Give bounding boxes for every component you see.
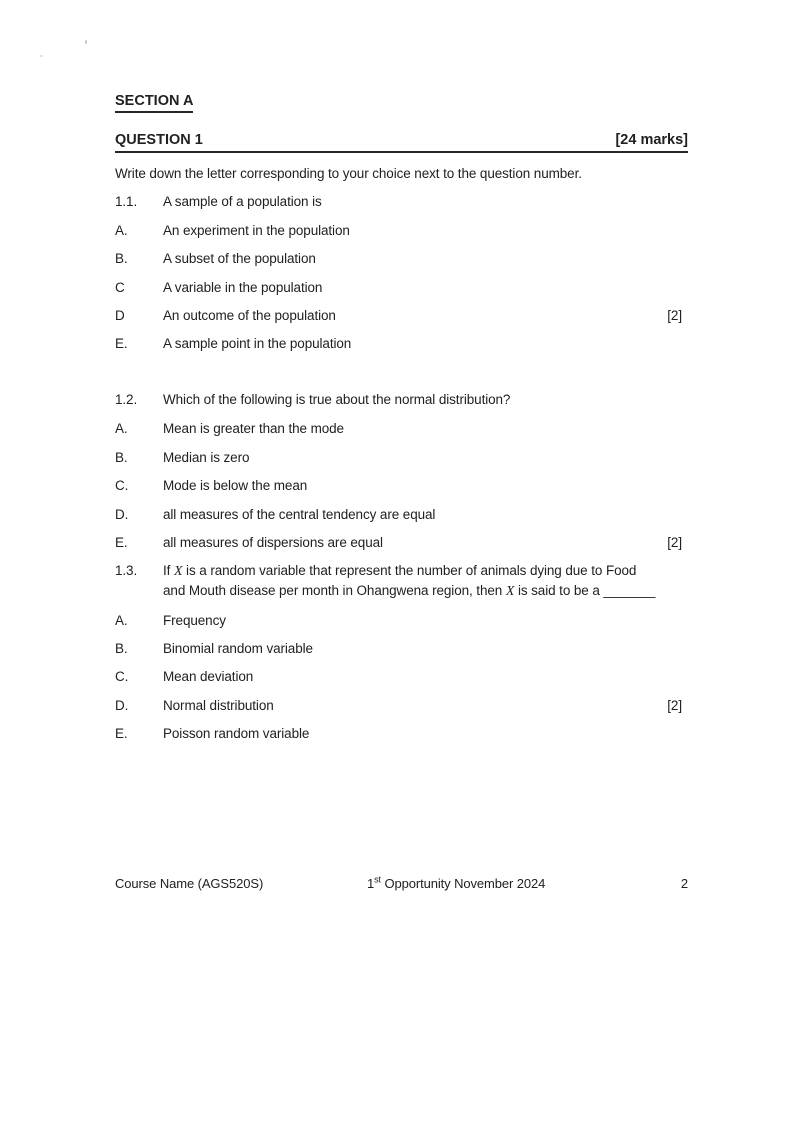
option-text: Frequency [163, 612, 226, 628]
option-text: Normal distribution [163, 697, 274, 713]
option-row [115, 506, 688, 524]
footer-opportunity-number: 1 [367, 876, 375, 891]
option-row [115, 420, 688, 438]
option-text: A subset of the population [163, 251, 316, 267]
question-text-segment: is a random variable that represent the number of animals dying due to Food [182, 563, 637, 579]
option-row [115, 449, 688, 467]
question-text-segment: A sample of a population is [163, 194, 322, 209]
question-number: 1.2. [115, 392, 138, 408]
question-row [115, 193, 688, 212]
question-text [163, 193, 688, 212]
option-letter: E. [115, 726, 128, 742]
footer-course: Course Name (AGS520S) [115, 876, 264, 891]
option-letter: D. [115, 697, 129, 713]
footer-opportunity [367, 876, 545, 891]
option-row [115, 279, 688, 297]
option-text: Binomial random variable [163, 641, 313, 657]
question-header [115, 132, 688, 153]
option-marks: [2] [667, 697, 682, 713]
option-text: Mode is below the mean [163, 478, 308, 494]
option-text: A variable in the population [163, 279, 323, 295]
question-header-title: QUESTION 1 [115, 132, 203, 148]
option-text: An experiment in the population [163, 222, 350, 238]
page-footer [115, 876, 688, 894]
option-text: A sample point in the population [163, 336, 352, 352]
question-text-segment: If [163, 563, 174, 579]
option-row [115, 612, 688, 630]
option-letter: C [115, 279, 125, 295]
option-row [115, 697, 688, 715]
footer-page-number: 2 [680, 876, 688, 891]
option-row [115, 477, 688, 495]
footer-opportunity-ordinal: st [374, 874, 381, 885]
option-text: Poisson random variable [163, 726, 310, 742]
question-text [163, 391, 688, 410]
page-content [115, 93, 688, 754]
question-block [115, 391, 688, 551]
question-header-marks: [24 marks] [615, 132, 688, 148]
section-title: SECTION A [115, 93, 193, 113]
option-letter: A. [115, 612, 128, 628]
option-row [115, 668, 688, 686]
option-letter: D. [115, 506, 129, 522]
option-letter: B. [115, 449, 128, 465]
option-row [115, 640, 688, 658]
option-letter: A. [115, 421, 128, 437]
option-letter: B. [115, 251, 128, 267]
option-marks: [2] [667, 534, 682, 550]
option-text: An outcome of the population [163, 308, 336, 324]
option-text: Median is zero [163, 449, 250, 465]
option-marks: [2] [667, 308, 682, 324]
math-variable: X [505, 583, 515, 599]
option-text: Mean deviation [163, 669, 254, 685]
scan-speck [85, 40, 87, 44]
question-text-segment: and Mouth disease per month in Ohangwena region, then [163, 582, 506, 598]
option-letter: A. [115, 222, 128, 238]
question-text [163, 562, 688, 601]
question-text-segment: Which of the following is true about the normal distribution? [163, 392, 511, 408]
option-letter: C. [115, 478, 129, 494]
option-letter: C. [115, 669, 129, 685]
footer-opportunity-text: Opportunity November 2024 [380, 876, 546, 891]
option-row [115, 307, 688, 325]
option-letter: B. [115, 641, 128, 657]
option-row [115, 250, 688, 268]
option-letter: E. [115, 336, 128, 352]
question-text-segment: _______ [603, 582, 656, 598]
option-text: all measures of dispersions are equal [163, 534, 383, 550]
option-row [115, 335, 688, 353]
option-text: Mean is greater than the mode [163, 421, 344, 437]
question-block [115, 193, 688, 353]
question-row [115, 391, 688, 410]
option-row [115, 534, 688, 552]
question-text-segment: is said to be a [514, 582, 604, 598]
question-number: 1.3. [115, 563, 138, 579]
instruction-text: Write down the letter corresponding to your choice next to the question number. [115, 166, 582, 181]
option-row [115, 222, 688, 240]
math-variable: X [173, 564, 183, 580]
question-block [115, 562, 688, 743]
option-row [115, 725, 688, 743]
option-letter: D [115, 308, 125, 324]
option-text: all measures of the central tendency are equal [163, 506, 436, 522]
questions-list [115, 193, 688, 743]
scan-speck [40, 55, 43, 57]
question-number: 1.1. [115, 194, 138, 209]
option-letter: E. [115, 534, 128, 550]
question-row [115, 562, 688, 601]
